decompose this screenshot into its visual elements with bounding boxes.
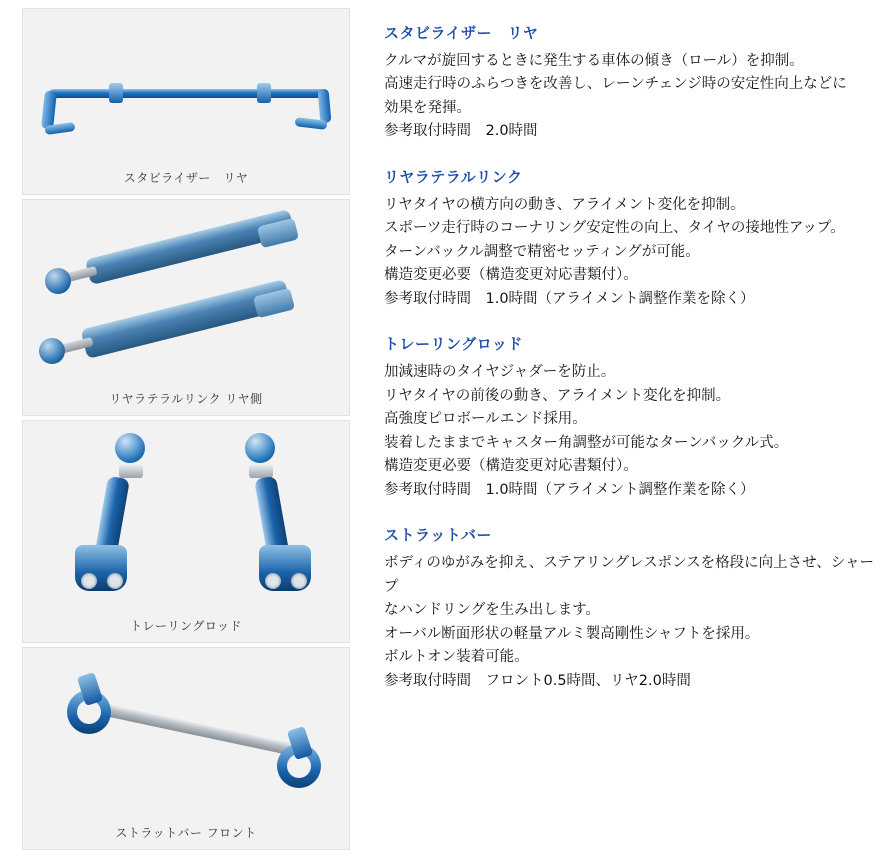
rear-lateral-link-image [23,200,349,390]
photo-card-trailing-rod[interactable] [22,420,350,643]
block-line: ボルトオン装着可能。 [384,649,529,666]
block-line: スポーツ走行時のコーナリング安定性の向上、タイヤの接地性アップ。 [384,220,845,237]
photo-card-front-strut-bar[interactable] [22,647,350,850]
rear-stabilizer-image [23,9,349,169]
block-line: クルマが旋回するときに発生する車体の傾き（ロール）を抑制。 [384,53,804,69]
product-description-column [350,0,892,693]
description-block-rear-stabilizer [384,22,878,144]
block-line: 装着したままでキャスター角調整が可能なターンバックル式。 [384,434,789,451]
block-line: 高強度ピロボールエンド採用。 [384,411,587,428]
trailing-rod-image [23,421,349,617]
photo-caption: スタビライザー リヤ [123,171,249,185]
block-title: リヤラテラルリンク [384,167,523,186]
block-line: 高速走行時のふらつきを改善し、レーンチェンジ時の安定性向上などに [384,76,847,93]
block-line-install-time: 参考取付時間 フロント0.5時間、リヤ2.0時間 [384,672,691,689]
block-line: 構造変更必要（構造変更対応書類付）。 [384,267,638,284]
block-line-install-time: 参考取付時間 1.0時間（アライメント調整作業を除く） [384,290,755,307]
block-title: ストラットバー [384,526,492,545]
block-line: 構造変更必要（構造変更対応書類付）。 [384,458,638,475]
description-block-trailing-rod [384,333,878,502]
block-line: オーバル断面形状の軽量アルミ製高剛性シャフトを採用。 [384,625,760,642]
product-photo-gallery [0,0,350,854]
front-strut-bar-image [23,648,349,824]
block-line: ボディのゆがみを抑え、ステアリングレスポンスを格段に向上させ、シャープ [384,555,874,595]
block-line: 加減速時のタイヤジャダーを防止。 [384,364,616,381]
block-line: リヤタイヤの前後の動き、アライメント変化を抑制。 [384,387,731,404]
description-block-rear-lateral-link [384,166,878,311]
photo-caption: ストラットバー フロント [115,826,257,840]
block-line: ターンバックル調整で精密セッティングが可能。 [384,243,700,260]
block-line: なハンドリングを生み出します。 [384,602,601,619]
block-line: リヤタイヤの横方向の動き、アライメント変化を抑制。 [384,196,745,213]
block-title: スタビライザー リヤ [384,24,539,42]
photo-caption: リヤラテラルリンク リヤ側 [109,392,263,406]
description-block-strut-bar [384,524,878,693]
block-line-install-time: 参考取付時間 2.0時間 [384,123,538,140]
photo-card-rear-stabilizer[interactable] [22,8,350,195]
block-line-install-time: 参考取付時間 1.0時間（アライメント調整作業を除く） [384,481,755,498]
block-line: 効果を発揮。 [384,99,471,116]
photo-caption: トレーリングロッド [129,619,243,633]
photo-card-rear-lateral-link[interactable] [22,199,350,416]
block-title: トレーリングロッド [384,335,523,354]
